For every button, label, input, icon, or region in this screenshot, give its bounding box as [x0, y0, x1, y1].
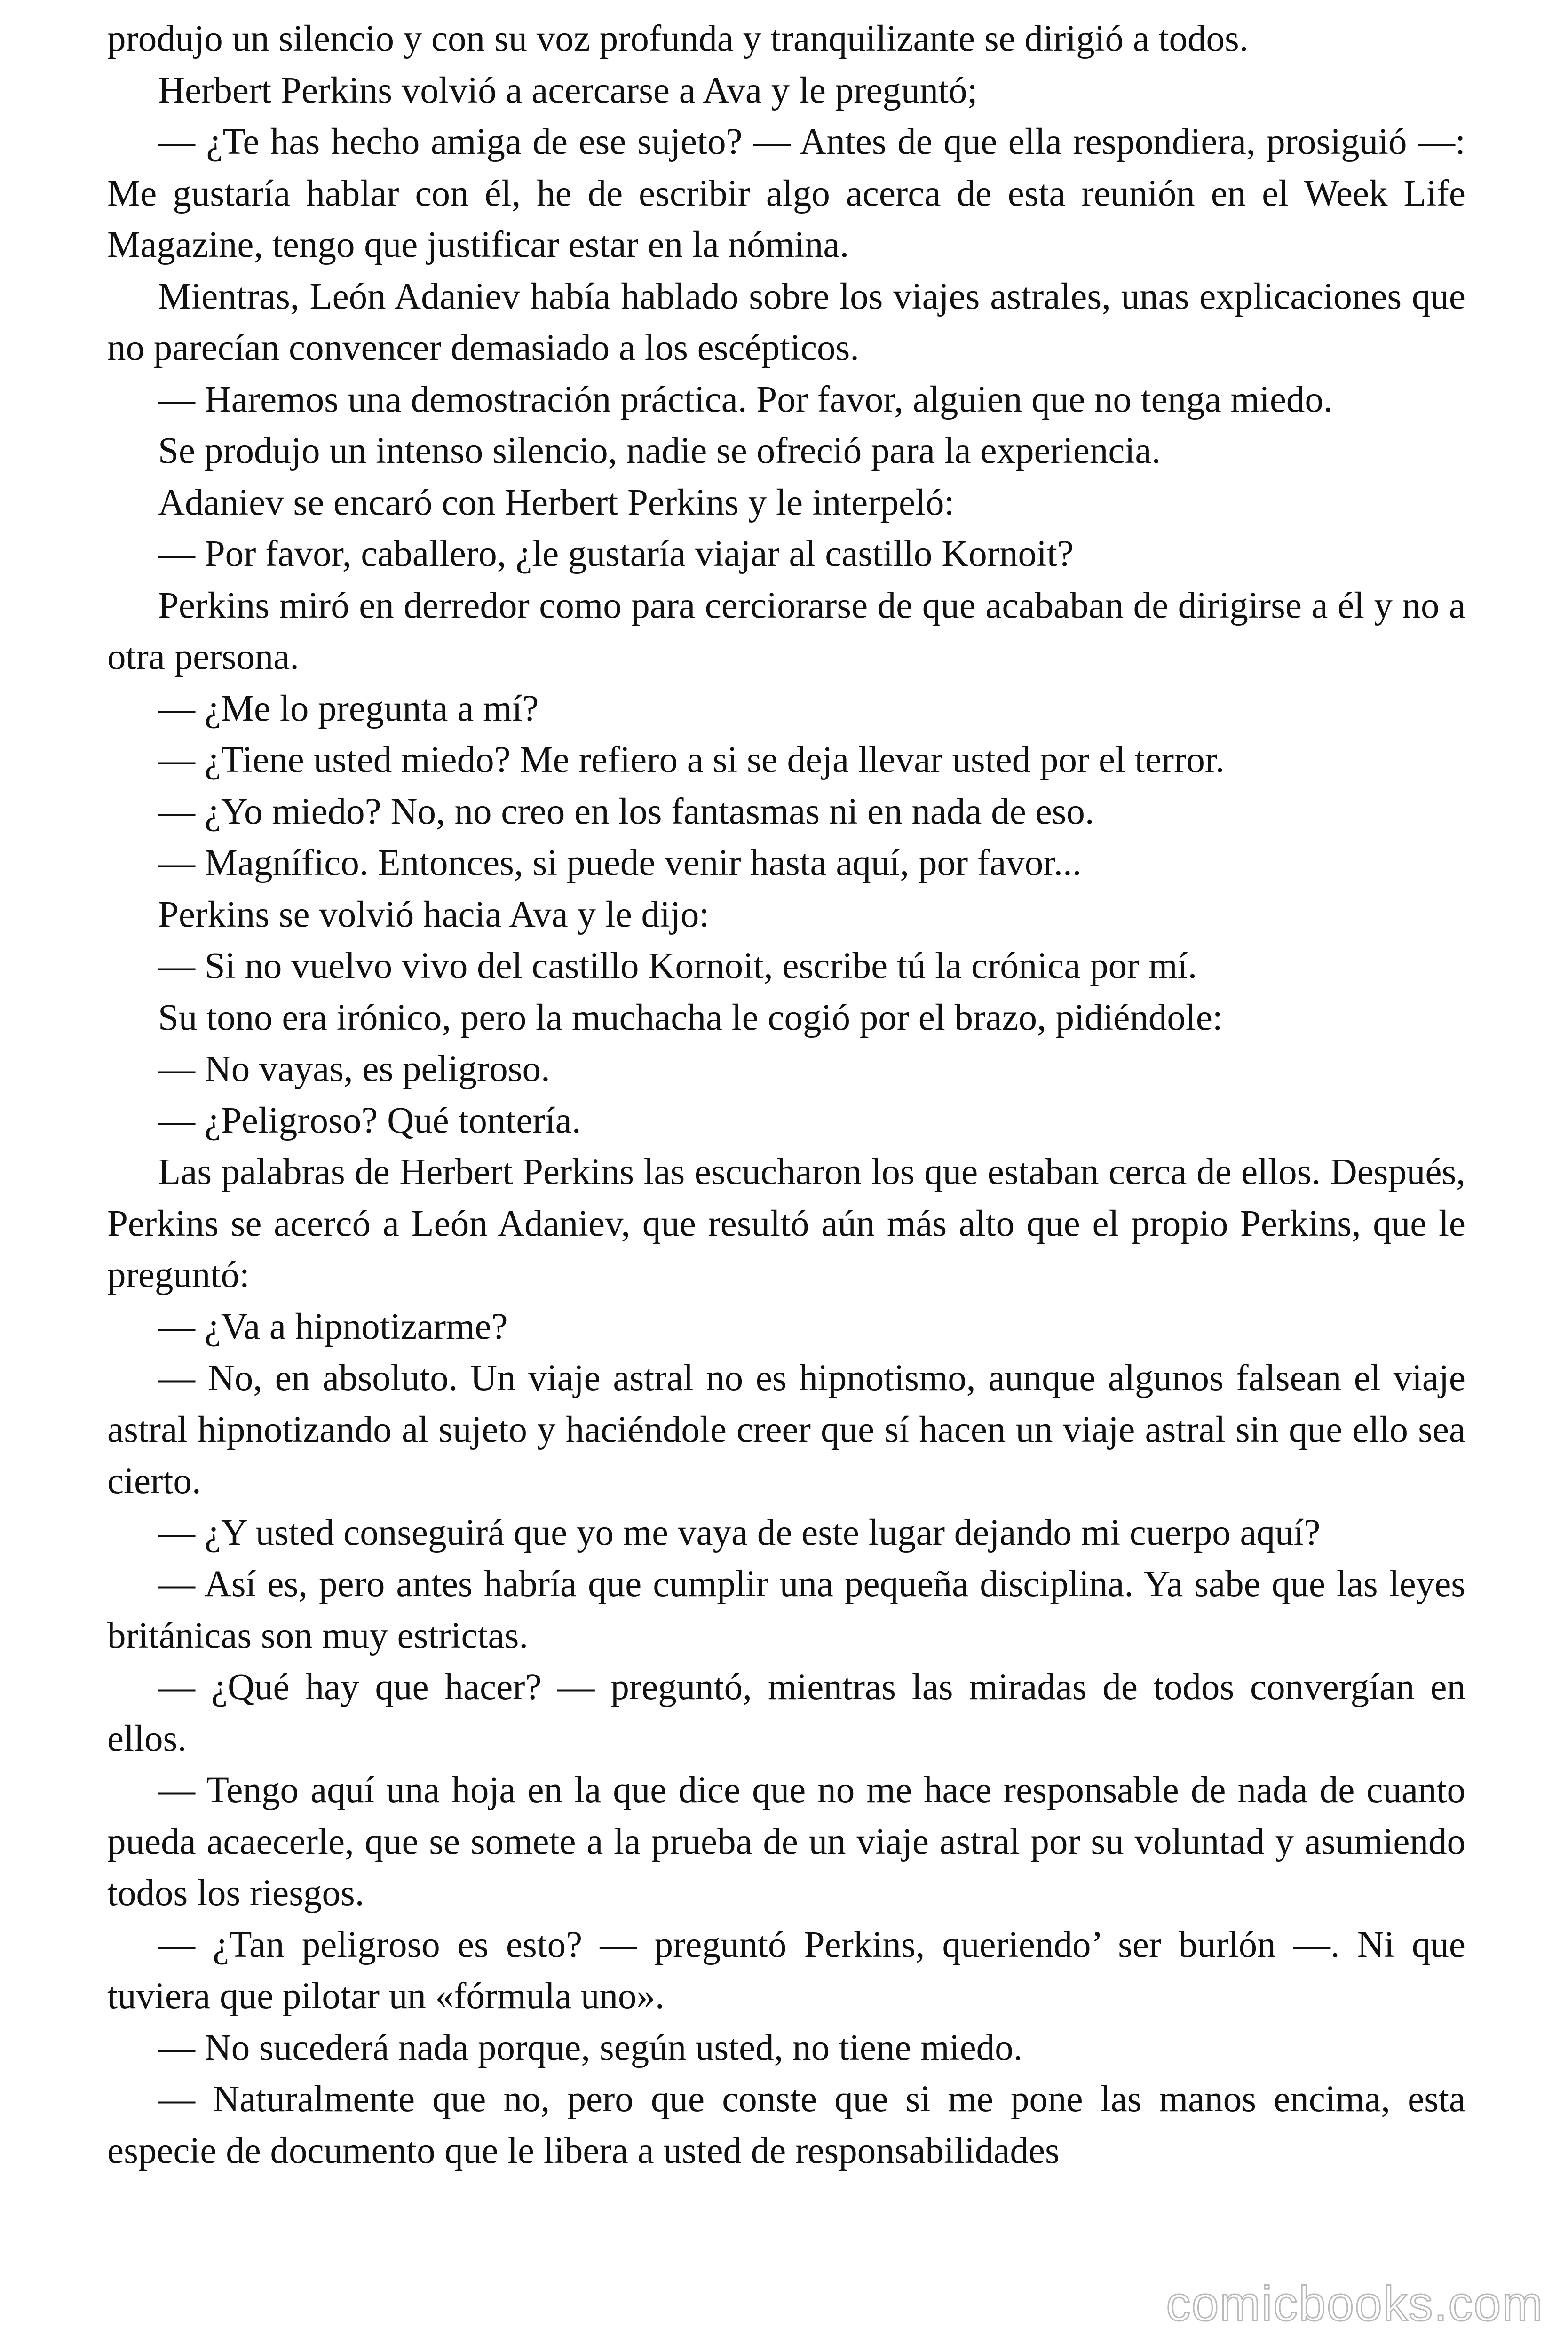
- paragraph: — Así es, pero antes habría que cumplir una pequeña disciplina. Ya sabe que las leyes británicas son muy estrictas.: [107, 1564, 1465, 1656]
- paragraph: — No sucederá nada porque, según usted, no tiene miedo.: [158, 2027, 1023, 2068]
- paragraph: — Por favor, caballero, ¿le gustaría viajar al castillo Kornoit?: [158, 533, 1074, 574]
- paragraph: — ¿Me lo pregunta a mí?: [158, 688, 539, 729]
- paragraph: — No, en absoluto. Un viaje astral no es hipnotismo, aunque algunos falsean el viaje astral hipnotizando al sujeto y haciéndole creer que sí hacen un viaje astral sin que ello sea cierto.: [107, 1358, 1465, 1502]
- paragraph: — Magnífico. Entonces, si puede venir hasta aquí, por favor...: [158, 842, 1082, 883]
- watermark: comicbooks.com: [1166, 2277, 1544, 2331]
- paragraph: — Si no vuelvo vivo del castillo Kornoit, escribe tú la crónica por mí.: [158, 946, 1197, 986]
- paragraph: — Haremos una demostración práctica. Por favor, alguien que no tenga miedo.: [158, 379, 1333, 420]
- paragraph: — Tengo aquí una hoja en la que dice que no me hace responsable de nada de cuanto pueda acaecerle, que se somete a la prueba de un viaje astral por su voluntad y asumiendo todos los riesgos.: [107, 1770, 1465, 1914]
- paragraph: — ¿Te has hecho amiga de ese sujeto? — Antes de que ella respondiera, prosiguió —: Me gustaría hablar con él, he de escribir algo acerca de esta reunión en el Week Life Magazine, tengo que justificar estar en la nómina.: [107, 121, 1465, 265]
- paragraph: produjo un silencio y con su voz profunda y tranquilizante se dirigió a todos.: [107, 18, 1249, 59]
- book-page-text: [107, 13, 1465, 2177]
- paragraph: — ¿Yo miedo? No, no creo en los fantasmas ni en nada de eso.: [158, 791, 1094, 832]
- paragraph: — ¿Va a hipnotizarme?: [158, 1306, 508, 1347]
- paragraph: — No vayas, es peligroso.: [158, 1049, 550, 1089]
- paragraph: Su tono era irónico, pero la muchacha le cogió por el brazo, pidiéndole:: [158, 997, 1223, 1038]
- paragraph: Se produjo un intenso silencio, nadie se ofreció para la experiencia.: [158, 430, 1161, 471]
- paragraph: — Naturalmente que no, pero que conste que si me pone las manos encima, esta especie de documento que le libera a usted de responsabilidades: [107, 2079, 1465, 2171]
- paragraph: Perkins miró en derredor como para cerciorarse de que acababan de dirigirse a él y no a otra persona.: [107, 585, 1465, 677]
- paragraph: — ¿Tan peligroso es esto? — preguntó Perkins, queriendo’ ser burlón —. Ni que tuviera que pilotar un «fórmula uno».: [107, 1924, 1465, 2017]
- paragraph: — ¿Peligroso? Qué tontería.: [158, 1100, 581, 1141]
- paragraph: Mientras, León Adaniev había hablado sobre los viajes astrales, unas explicaciones que no parecían convencer demasiado a los escépticos.: [107, 276, 1465, 368]
- paragraph: Adaniev se encaró con Herbert Perkins y le interpeló:: [158, 482, 955, 523]
- paragraph: — ¿Tiene usted miedo? Me refiero a si se deja llevar usted por el terror.: [158, 739, 1225, 780]
- paragraph: Las palabras de Herbert Perkins las escucharon los que estaban cerca de ellos. Después, Perkins se acercó a León Adaniev, que resultó aún más alto que el propio Perkins, que le preguntó:: [107, 1152, 1465, 1295]
- paragraph: Herbert Perkins volvió a acercarse a Ava y le preguntó;: [158, 70, 978, 111]
- paragraph: Perkins se volvió hacia Ava y le dijo:: [158, 894, 710, 935]
- paragraph: — ¿Qué hay que hacer? — preguntó, mientras las miradas de todos convergían en ellos.: [107, 1667, 1465, 1759]
- paragraph: — ¿Y usted conseguirá que yo me vaya de este lugar dejando mi cuerpo aquí?: [158, 1512, 1321, 1553]
